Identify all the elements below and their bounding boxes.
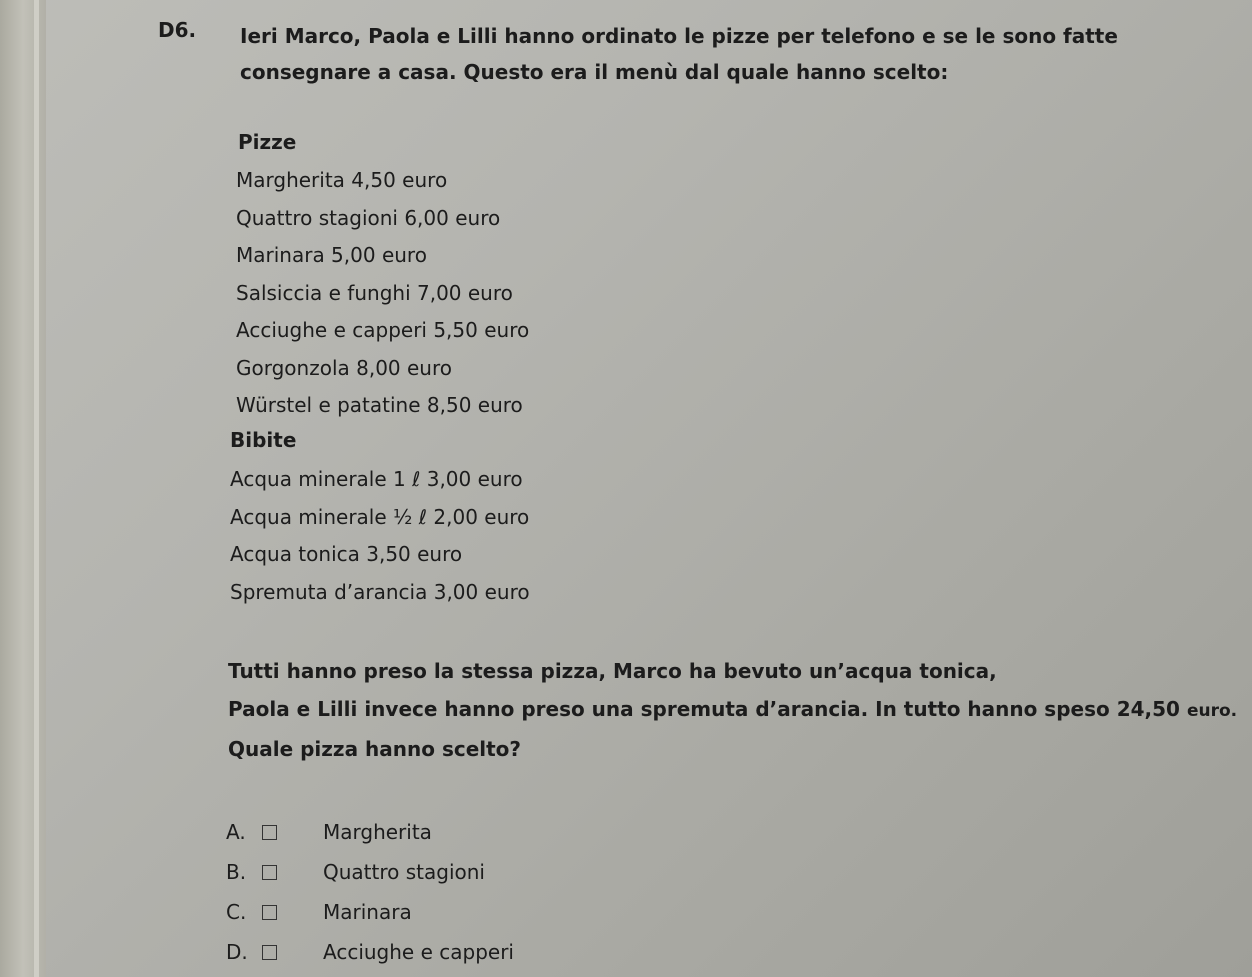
question-intro: Ieri Marco, Paola e Lilli hanno ordinato le pizze per telefono e se le sono fatte consegnare a casa. Questo era il menù dal quale hanno scelto: (240, 24, 1118, 84)
drink-item-acqua-half-l: Acqua minerale ½ ℓ 2,00 euro (230, 504, 530, 529)
menu-item-salsiccia-funghi: Salsiccia e funghi 7,00 euro (236, 280, 513, 305)
option-c[interactable] (226, 892, 514, 932)
pizze-list (236, 162, 529, 425)
option-d-letter: D. (226, 940, 248, 964)
menu-item-margherita: Margherita 4,50 euro (236, 168, 448, 192)
pizze-title: Pizze (238, 130, 297, 154)
option-b-letter: B. (226, 860, 247, 884)
option-a[interactable] (226, 812, 514, 852)
drink-item-spremuta: Spremuta d’arancia 3,00 euro (230, 579, 530, 604)
option-b-label: Quattro stagioni (323, 860, 485, 884)
menu-item-marinara: Marinara 5,00 euro (236, 243, 427, 267)
option-a-checkbox[interactable] (262, 825, 277, 840)
bibite-title: Bibite (230, 428, 297, 452)
problem-question: Quale pizza hanno scelto? (228, 737, 522, 761)
menu-item-acciughe-capperi: Acciughe e capperi 5,50 euro (236, 318, 530, 342)
problem-line-2 (228, 690, 1252, 730)
option-d-label: Acciughe e capperi (323, 940, 514, 964)
answer-options (226, 812, 514, 972)
option-d-checkbox[interactable] (262, 945, 277, 960)
bibite-list (230, 461, 530, 611)
option-c-checkbox[interactable] (262, 905, 277, 920)
option-a-label: Margherita (323, 820, 432, 844)
drink-item-acqua-1l: Acqua minerale 1 ℓ 3,00 euro (230, 467, 523, 491)
question-number: D6. (158, 18, 197, 42)
option-b-checkbox[interactable] (262, 865, 277, 880)
drink-item-acqua-tonica: Acqua tonica 3,50 euro (230, 542, 463, 566)
option-c-letter: C. (226, 900, 247, 924)
problem-line-2-text: Paola e Lilli invece hanno preso una spremuta d’arancia. In tutto hanno speso 24,50 (228, 697, 1180, 721)
menu-item-wurstel-patatine: Würstel e patatine 8,50 euro (236, 393, 523, 417)
option-a-letter: A. (226, 820, 246, 844)
option-b[interactable] (226, 852, 514, 892)
problem-line-2-unit: euro. (1186, 701, 1238, 721)
problem-statement (228, 652, 1252, 768)
menu-item-gorgonzola: Gorgonzola 8,00 euro (236, 355, 453, 380)
option-c-label: Marinara (323, 900, 412, 924)
option-d[interactable] (226, 932, 514, 972)
problem-line-1: Tutti hanno preso la stessa pizza, Marco ha bevuto un’acqua tonica, (228, 659, 997, 683)
menu-item-quattro-stagioni: Quattro stagioni 6,00 euro (236, 205, 501, 230)
